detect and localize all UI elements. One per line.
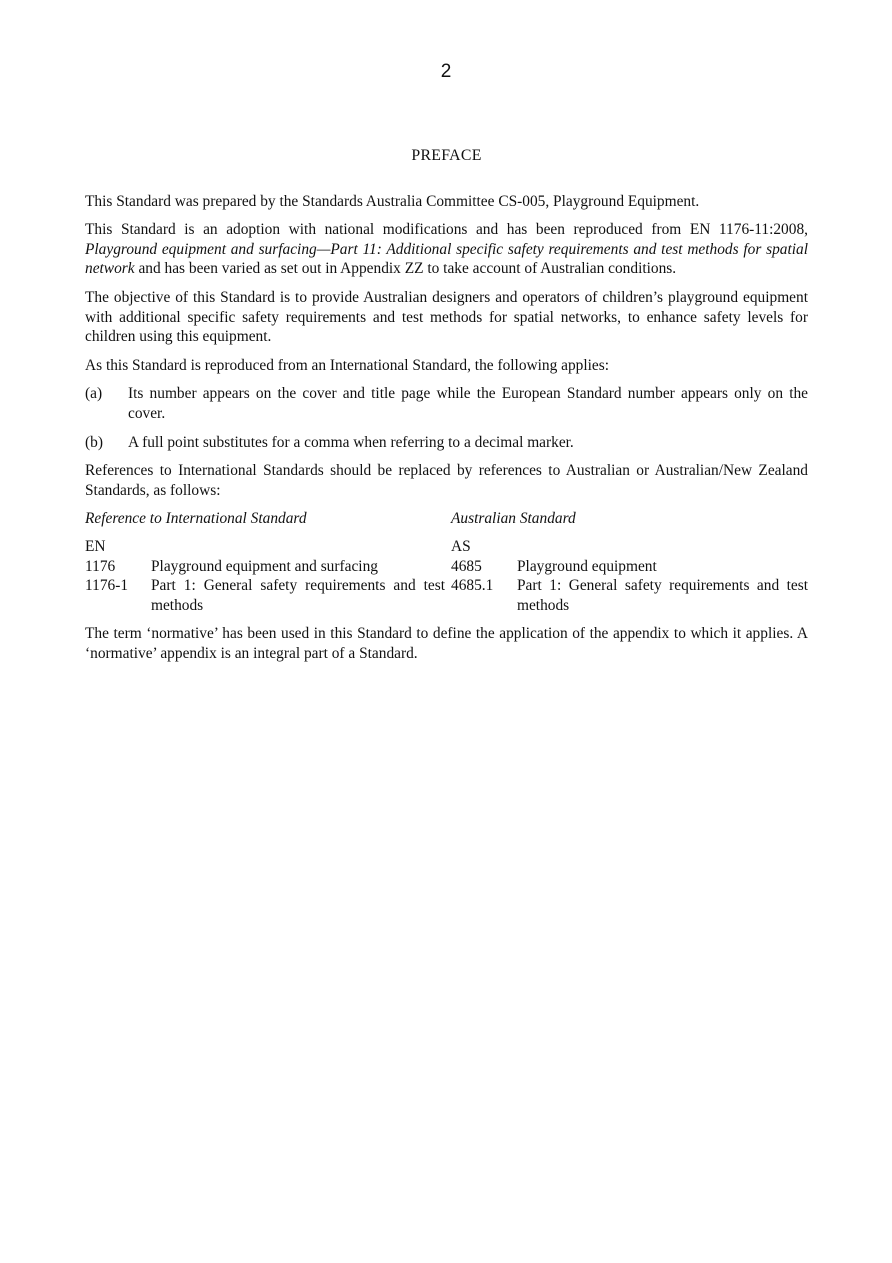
list-text: A full point substitutes for a comma when referring to a decimal marker. — [128, 433, 574, 451]
header-australian: Australian Standard — [451, 510, 576, 528]
page-title: PREFACE — [411, 147, 482, 164]
intl-title — [151, 537, 445, 557]
paragraph-adoption — [85, 220, 808, 279]
paragraph-references: References to International Standards should be replaced by references to Australian or Australian/New Zealand Standards, as follows: — [85, 462, 808, 499]
au-title: Part 1: General safety requirements and test methods — [517, 577, 808, 614]
list-marker: (a) — [85, 385, 103, 403]
au-code: 4685 — [451, 557, 482, 575]
paragraph-objective: The objective of this Standard is to provide Australian designers and operators of children’s playground equipment with additional specific safety requirements and test methods for spatial networks, to enhance safety levels for children using this equipment. — [85, 288, 808, 346]
table-row — [85, 557, 808, 577]
intl-code: 1176-1 — [85, 577, 129, 595]
page-number: 2 — [440, 61, 452, 82]
paragraph-committee: This Standard was prepared by the Standards Australia Committee CS-005, Playground Equipment. — [85, 192, 700, 210]
adoption-text-start: This Standard is an adoption with national modifications and has been reproduced from EN 1176-11:2008, — [85, 221, 808, 239]
document-body — [85, 146, 808, 672]
intl-title: Playground equipment and surfacing — [151, 557, 378, 575]
table-row — [85, 576, 808, 615]
reference-table — [85, 509, 808, 615]
au-code: 4685.1 — [451, 577, 494, 595]
intl-code: EN — [85, 537, 106, 555]
paragraph-applies: As this Standard is reproduced from an International Standard, the following applies: — [85, 356, 610, 374]
reference-table-header — [85, 509, 808, 529]
list-marker: (b) — [85, 433, 103, 451]
intl-code: 1176 — [85, 557, 116, 575]
paragraph-normative: The term ‘normative’ has been used in this Standard to define the application of the appendix to which it applies. A ‘normative’ appendix is an integral part of a Standard. — [85, 625, 808, 662]
adoption-source-title: Playground equipment and surfacing—Part 11: Additional specific safety requirements and test methods for spatial network — [85, 240, 808, 278]
list-item — [85, 384, 808, 423]
au-code: AS — [451, 537, 471, 555]
header-international: Reference to International Standard — [85, 510, 307, 528]
list-item — [85, 433, 808, 453]
adoption-text-end: and has been varied as set out in Appendix ZZ to take account of Australian conditions. — [134, 260, 677, 278]
au-title: Playground equipment — [517, 557, 657, 575]
intl-title: Part 1: General safety requirements and test methods — [151, 577, 445, 614]
au-title — [517, 537, 808, 557]
table-row — [85, 537, 808, 557]
list-text: Its number appears on the cover and title page while the European Standard number appears only on the cover. — [128, 385, 808, 422]
